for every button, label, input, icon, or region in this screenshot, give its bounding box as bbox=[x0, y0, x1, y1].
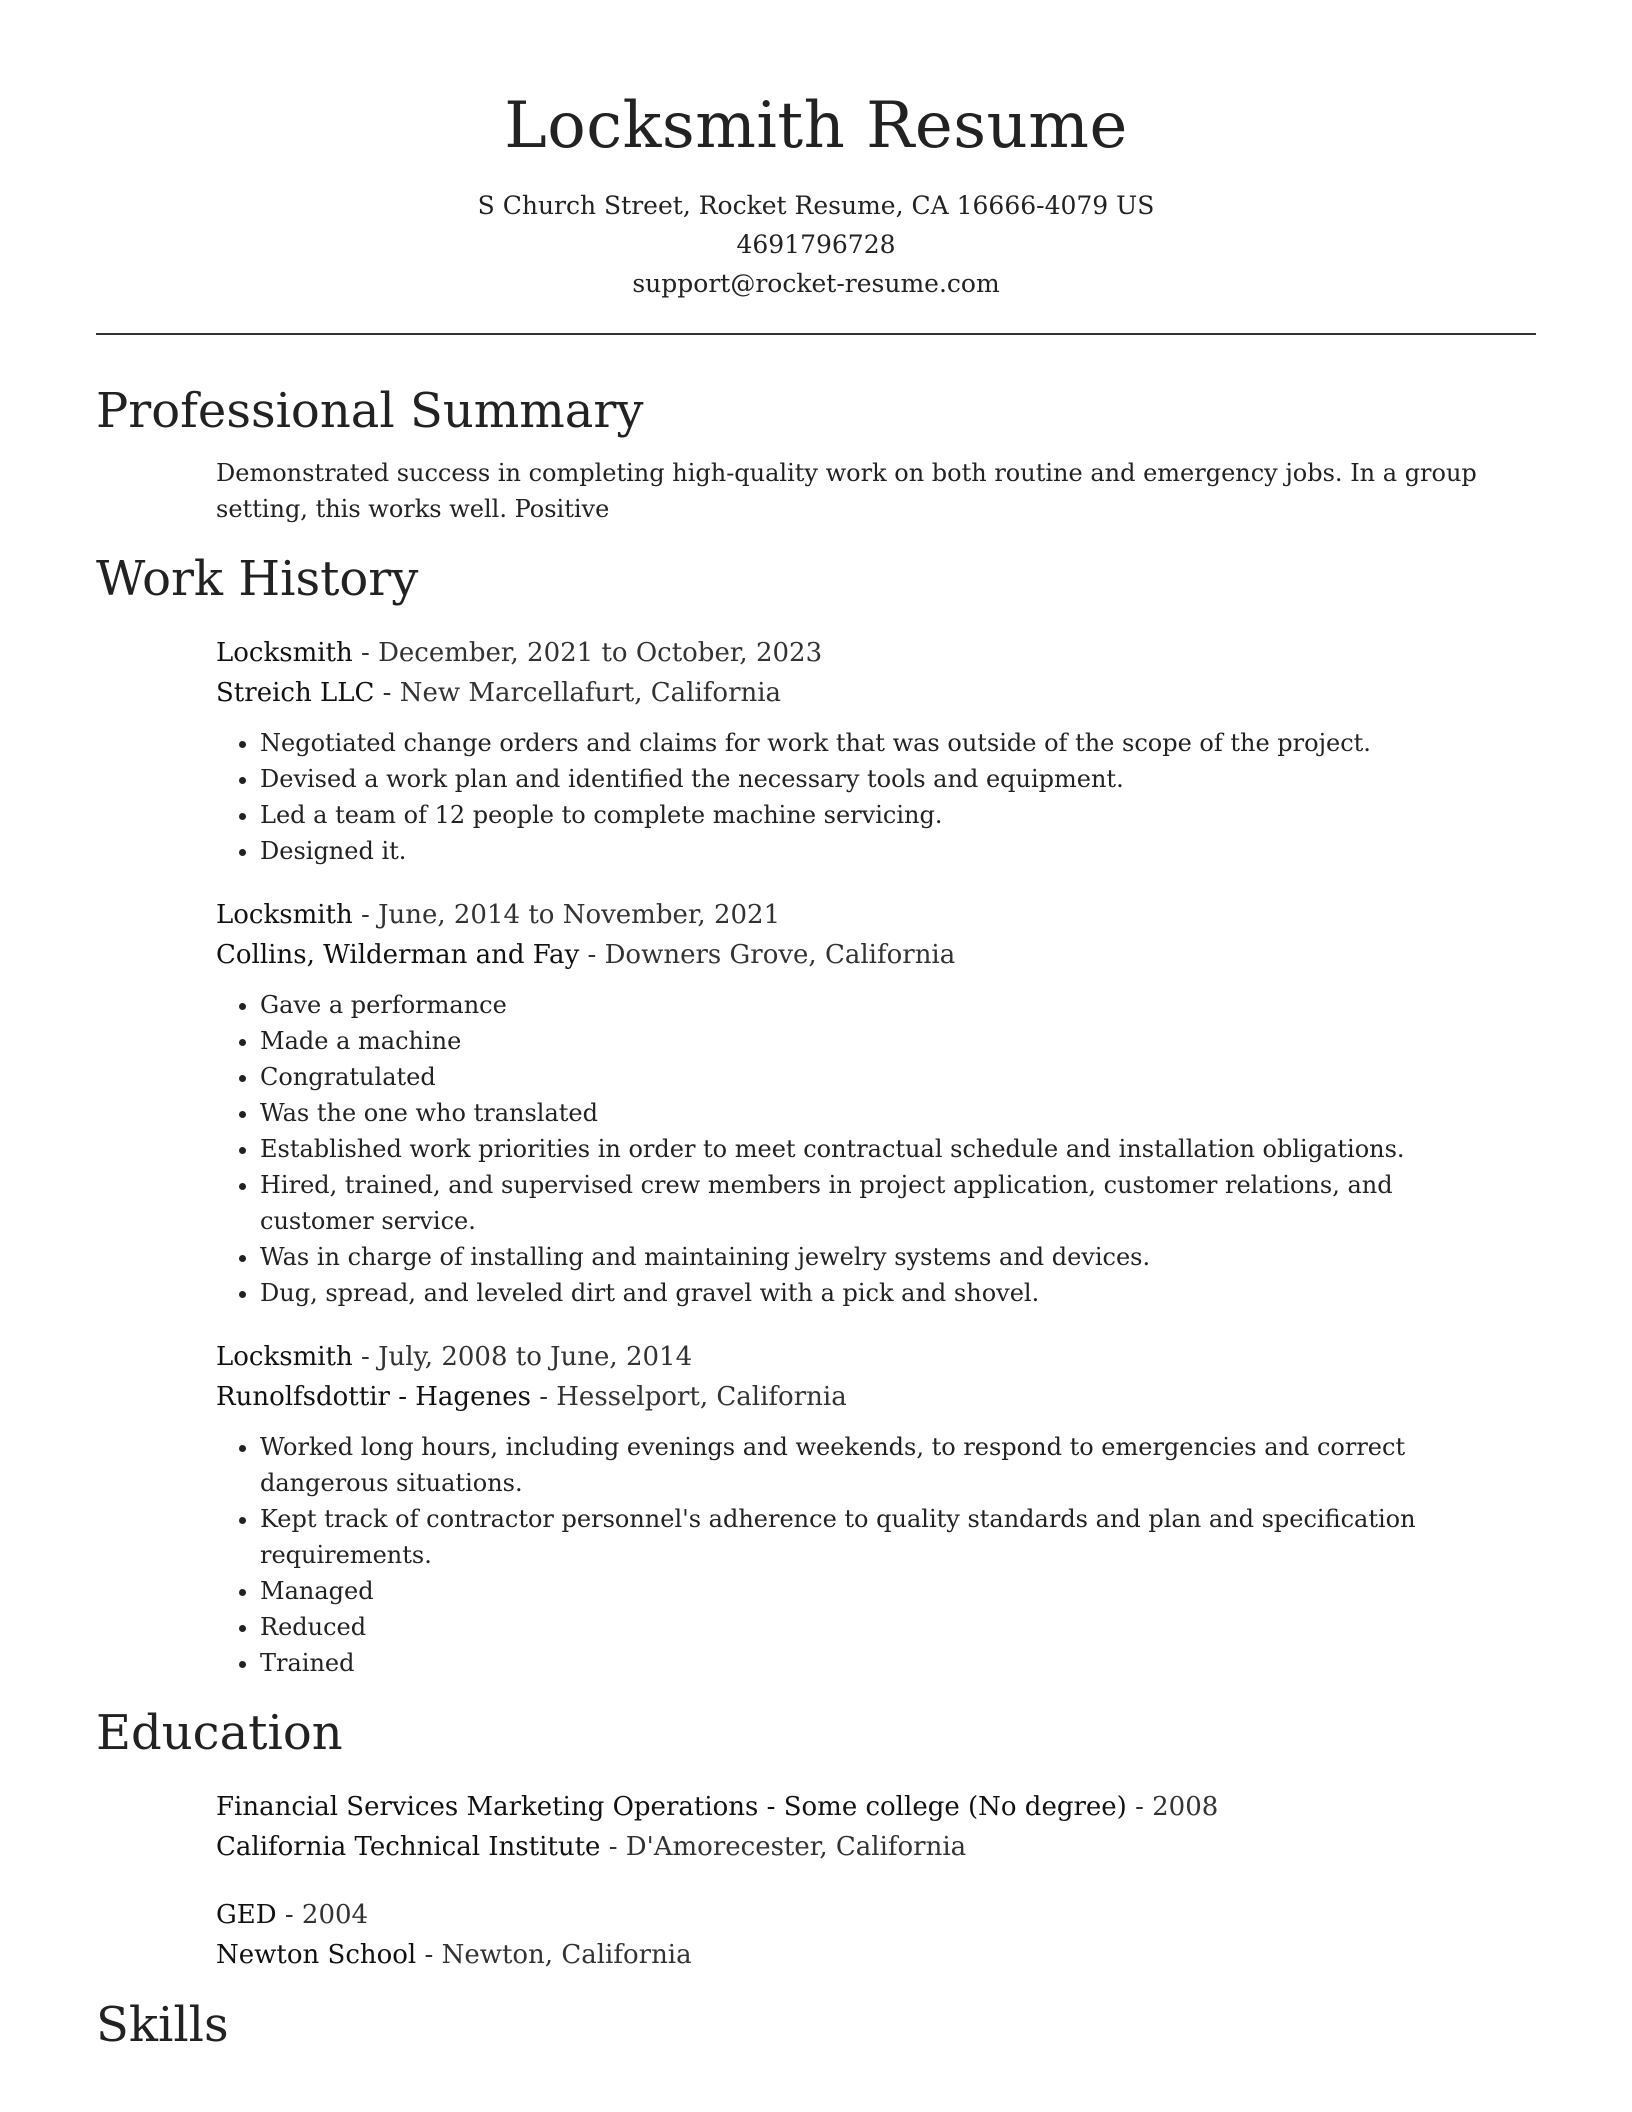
job-dates: - December, 2021 to October, 2023 bbox=[352, 638, 823, 668]
education-location: - D'Amorecester, California bbox=[600, 1832, 967, 1862]
job-entry bbox=[216, 633, 1506, 869]
job-bullet: • Established work priorities in order to meet contractual schedule and installation obligations. bbox=[260, 1131, 1506, 1167]
section-heading-education: Education bbox=[96, 1705, 343, 1761]
resume-title: Locksmith Resume bbox=[504, 89, 1128, 163]
job-bullet: • Trained bbox=[260, 1645, 1506, 1681]
contact-phone: 4691796728 bbox=[736, 230, 896, 259]
contact-address: S Church Street, Rocket Resume, CA 16666-4079 US bbox=[477, 191, 1155, 220]
job-company-line bbox=[216, 1377, 1506, 1417]
education-school: Newton School bbox=[216, 1940, 417, 1970]
contact-email: support@rocket-resume.com bbox=[632, 269, 1000, 298]
section-heading-summary: Professional Summary bbox=[96, 383, 644, 439]
job-title: Locksmith bbox=[216, 1342, 353, 1372]
job-bullet: • Was in charge of installing and maintaining jewelry systems and devices. bbox=[260, 1239, 1506, 1275]
job-bullets bbox=[216, 725, 1506, 869]
work-history-section bbox=[96, 547, 1536, 1681]
job-bullet: • Kept track of contractor personnel's adherence to quality standards and plan and specification requirements. bbox=[260, 1501, 1506, 1573]
education-entry bbox=[216, 1787, 1506, 1867]
job-bullets bbox=[216, 987, 1506, 1311]
education-section bbox=[96, 1701, 1536, 1975]
job-bullet: • Gave a performance bbox=[260, 987, 1506, 1023]
job-bullet: • Dug, spread, and leveled dirt and gravel with a pick and shovel. bbox=[260, 1275, 1506, 1311]
job-location: - New Marcellafurt, California bbox=[374, 678, 782, 708]
job-entry bbox=[216, 1337, 1506, 1681]
education-school-line bbox=[216, 1935, 1506, 1975]
job-title-line bbox=[216, 633, 1506, 673]
job-title-line bbox=[216, 1337, 1506, 1377]
job-company-line bbox=[216, 673, 1506, 713]
job-bullet: • Reduced bbox=[260, 1609, 1506, 1645]
education-program: Financial Services Marketing Operations - Some college (No degree) bbox=[216, 1792, 1127, 1822]
job-bullet: • Made a machine bbox=[260, 1023, 1506, 1059]
job-bullet: • Managed bbox=[260, 1573, 1506, 1609]
education-school-line bbox=[216, 1827, 1506, 1867]
section-heading-work: Work History bbox=[96, 551, 419, 607]
education-program-line bbox=[216, 1895, 1506, 1935]
education-location: - Newton, California bbox=[416, 1940, 692, 1970]
skills-section bbox=[96, 1993, 1536, 2057]
job-bullet: • Worked long hours, including evenings and weekends, to respond to emergencies and correct dangerous situations. bbox=[260, 1429, 1506, 1501]
education-year: - 2008 bbox=[1126, 1792, 1219, 1822]
contact-block bbox=[96, 186, 1536, 303]
job-dates: - June, 2014 to November, 2021 bbox=[352, 900, 781, 930]
header-divider bbox=[96, 333, 1536, 335]
job-bullet: • Was the one who translated bbox=[260, 1095, 1506, 1131]
job-company: Runolfsdottir - Hagenes bbox=[216, 1382, 531, 1412]
job-title: Locksmith bbox=[216, 900, 353, 930]
job-bullet: • Congratulated bbox=[260, 1059, 1506, 1095]
job-company: Collins, Wilderman and Fay bbox=[216, 940, 580, 970]
section-heading-skills: Skills bbox=[96, 1997, 229, 2053]
education-year: - 2004 bbox=[276, 1900, 369, 1930]
job-bullet: • Hired, trained, and supervised crew members in project application, customer relations, and customer service. bbox=[260, 1167, 1506, 1239]
job-company: Streich LLC bbox=[216, 678, 375, 708]
education-school: California Technical Institute bbox=[216, 1832, 601, 1862]
job-location: - Downers Grove, California bbox=[579, 940, 956, 970]
job-title-line bbox=[216, 895, 1506, 935]
job-bullet: • Led a team of 12 people to complete machine servicing. bbox=[260, 797, 1506, 833]
job-entry bbox=[216, 895, 1506, 1311]
job-bullet: • Designed it. bbox=[260, 833, 1506, 869]
job-company-line bbox=[216, 935, 1506, 975]
summary-text: Demonstrated success in completing high-quality work on both routine and emergency jobs. In a group setting, this works well. Positive bbox=[216, 459, 1477, 523]
education-entry bbox=[216, 1895, 1506, 1975]
job-bullet: • Devised a work plan and identified the necessary tools and equipment. bbox=[260, 761, 1506, 797]
job-dates: - July, 2008 to June, 2014 bbox=[352, 1342, 693, 1372]
job-title: Locksmith bbox=[216, 638, 353, 668]
education-program-line bbox=[216, 1787, 1506, 1827]
education-program: GED bbox=[216, 1900, 277, 1930]
job-bullet: • Negotiated change orders and claims for work that was outside of the scope of the project. bbox=[260, 725, 1506, 761]
professional-summary-section bbox=[96, 379, 1536, 527]
job-location: - Hesselport, California bbox=[530, 1382, 847, 1412]
job-bullets bbox=[216, 1429, 1506, 1681]
resume-header bbox=[96, 0, 1536, 303]
